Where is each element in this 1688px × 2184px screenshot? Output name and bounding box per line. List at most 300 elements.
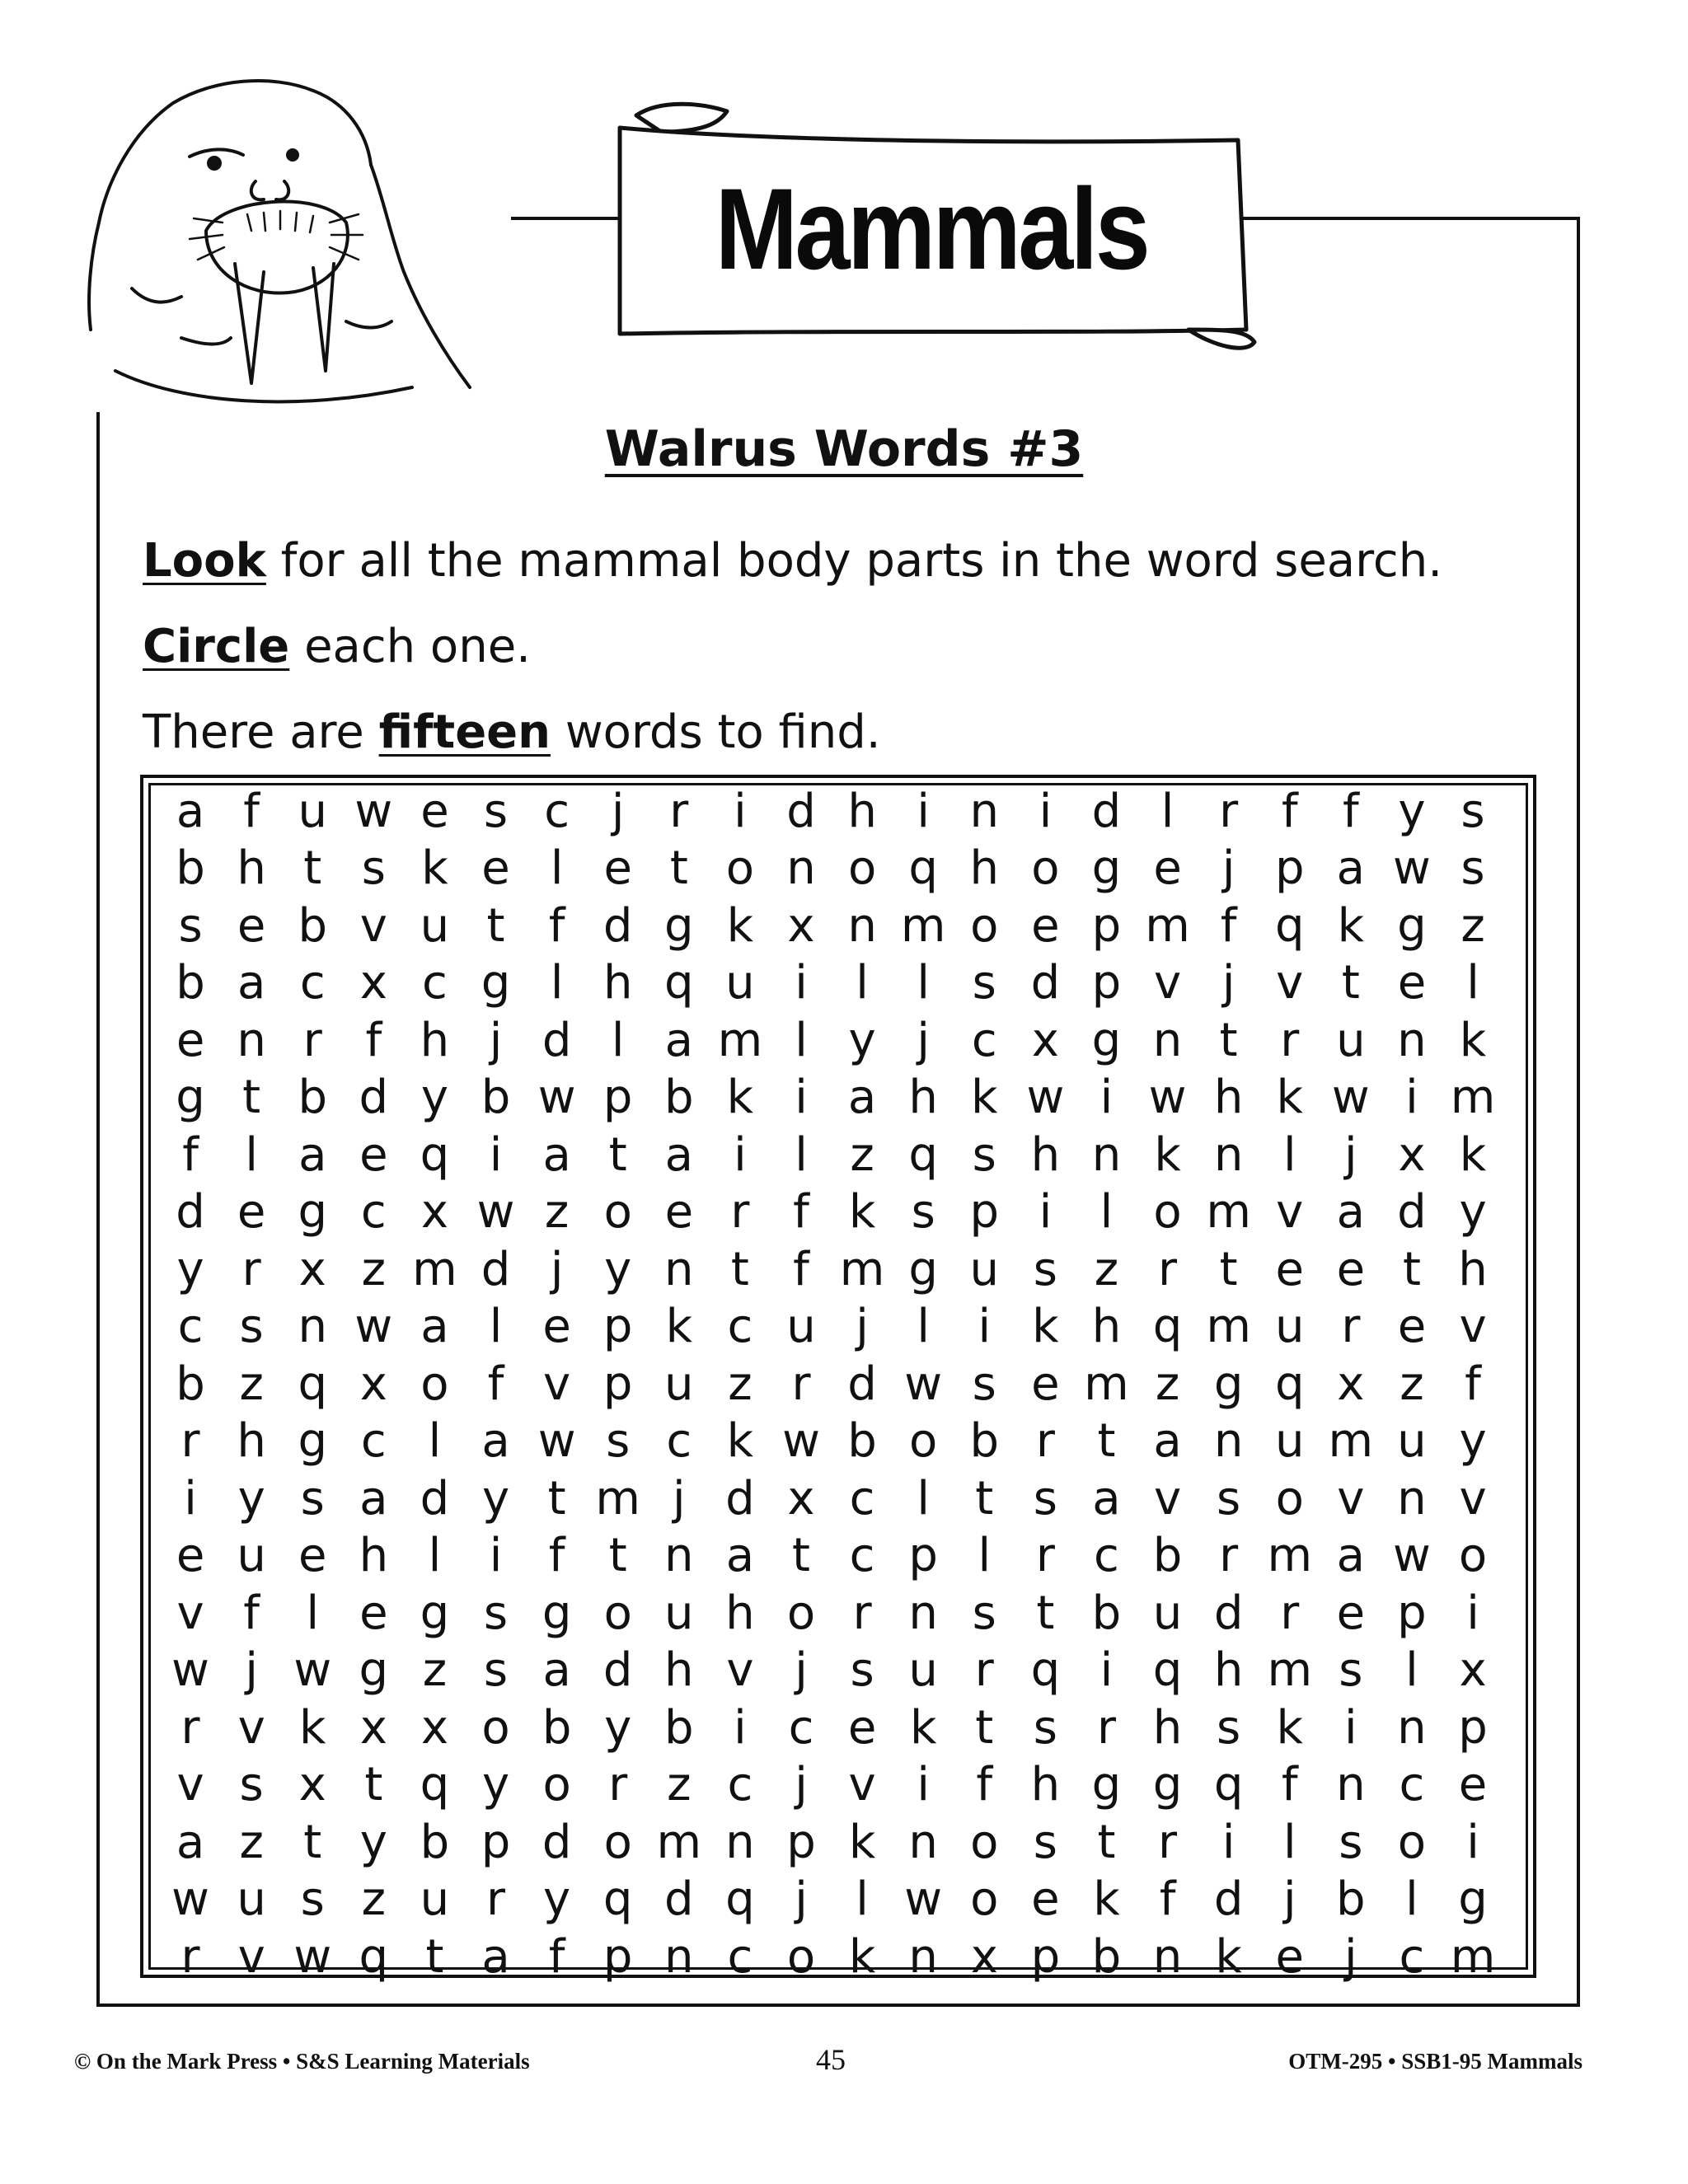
grid-letter[interactable]: o <box>1275 1471 1304 1526</box>
grid-letter[interactable]: c <box>299 956 326 1010</box>
grid-letter[interactable]: z <box>1155 1357 1180 1411</box>
grid-letter[interactable]: s <box>239 1300 264 1354</box>
grid-letter[interactable]: f <box>243 784 260 838</box>
grid-letter[interactable]: r <box>730 1185 750 1240</box>
grid-letter[interactable]: d <box>359 1071 389 1125</box>
grid-letter[interactable]: b <box>176 841 205 896</box>
grid-letter[interactable]: s <box>972 1127 996 1182</box>
grid-letter[interactable]: n <box>1336 1758 1366 1812</box>
grid-letter[interactable]: r <box>1219 1529 1239 1583</box>
grid-letter[interactable]: e <box>237 1185 266 1240</box>
grid-letter[interactable]: r <box>608 1758 628 1812</box>
grid-letter[interactable]: a <box>664 1013 693 1067</box>
grid-letter[interactable]: i <box>795 1071 808 1125</box>
grid-letter[interactable]: k <box>726 1071 754 1125</box>
grid-letter[interactable]: l <box>917 1471 930 1526</box>
grid-letter[interactable]: k <box>1276 1071 1303 1125</box>
grid-letter[interactable]: y <box>176 1242 204 1296</box>
grid-letter[interactable]: w <box>782 1414 820 1469</box>
grid-letter[interactable]: k <box>1459 1013 1487 1067</box>
grid-letter[interactable]: n <box>664 1929 694 1984</box>
grid-letter[interactable]: h <box>420 1013 450 1067</box>
grid-letter[interactable]: b <box>664 1700 694 1755</box>
grid-letter[interactable]: o <box>847 841 877 896</box>
grid-letter[interactable]: w <box>904 1872 943 1927</box>
grid-letter[interactable]: u <box>1152 1586 1183 1640</box>
grid-letter[interactable]: z <box>422 1643 448 1698</box>
grid-letter[interactable]: f <box>487 1357 504 1411</box>
grid-letter[interactable]: r <box>1280 1013 1300 1067</box>
grid-letter[interactable]: q <box>603 1872 633 1927</box>
grid-letter[interactable]: l <box>917 956 930 1010</box>
grid-letter[interactable]: i <box>917 784 930 838</box>
grid-letter[interactable]: s <box>1033 1700 1057 1755</box>
grid-letter[interactable]: n <box>237 1013 266 1067</box>
grid-letter[interactable]: o <box>786 1929 816 1984</box>
grid-letter[interactable]: r <box>241 1242 261 1296</box>
grid-letter[interactable]: s <box>483 784 509 838</box>
grid-letter[interactable]: n <box>1091 1127 1122 1182</box>
grid-letter[interactable]: w <box>171 1872 209 1927</box>
grid-letter[interactable]: s <box>483 1643 509 1698</box>
grid-letter[interactable]: l <box>856 956 869 1010</box>
grid-letter[interactable]: f <box>548 898 565 953</box>
grid-letter[interactable]: o <box>603 1185 632 1240</box>
grid-letter[interactable]: e <box>176 1013 205 1067</box>
grid-letter[interactable]: h <box>664 1643 694 1698</box>
grid-letter[interactable]: t <box>1036 1586 1055 1640</box>
grid-letter[interactable]: t <box>608 1127 627 1182</box>
grid-letter[interactable]: u <box>237 1872 266 1927</box>
grid-letter[interactable]: k <box>1276 1700 1303 1755</box>
grid-letter[interactable]: e <box>1153 841 1182 896</box>
grid-letter[interactable]: p <box>969 1185 1000 1240</box>
grid-letter[interactable]: k <box>665 1300 693 1354</box>
grid-letter[interactable]: a <box>542 1643 571 1698</box>
grid-letter[interactable]: x <box>787 898 815 953</box>
grid-letter[interactable]: k <box>971 1071 998 1125</box>
grid-letter[interactable]: m <box>839 1242 885 1296</box>
grid-letter[interactable]: i <box>734 784 747 838</box>
grid-letter[interactable]: r <box>1096 1700 1116 1755</box>
grid-letter[interactable]: d <box>603 1643 633 1698</box>
grid-letter[interactable]: p <box>1458 1700 1488 1755</box>
grid-letter[interactable]: z <box>544 1185 570 1240</box>
grid-letter[interactable]: g <box>481 956 511 1010</box>
grid-letter[interactable]: j <box>489 1013 503 1067</box>
grid-letter[interactable]: o <box>970 1872 999 1927</box>
grid-letter[interactable]: b <box>1152 1529 1183 1583</box>
grid-letter[interactable]: s <box>1339 1815 1363 1869</box>
grid-letter[interactable]: o <box>1397 1815 1427 1869</box>
grid-letter[interactable]: i <box>1039 784 1053 838</box>
grid-letter[interactable]: r <box>1341 1300 1361 1354</box>
grid-letter[interactable]: c <box>849 1529 875 1583</box>
grid-letter[interactable]: g <box>1091 1013 1122 1067</box>
grid-letter[interactable]: l <box>1282 1127 1296 1182</box>
grid-letter[interactable]: v <box>237 1929 265 1984</box>
grid-letter[interactable]: j <box>1221 841 1236 896</box>
grid-letter[interactable]: v <box>1153 1471 1182 1526</box>
grid-letter[interactable]: e <box>1275 1242 1304 1296</box>
grid-letter[interactable]: u <box>420 898 450 953</box>
grid-letter[interactable]: a <box>542 1127 571 1182</box>
grid-letter[interactable]: o <box>481 1700 510 1755</box>
grid-letter[interactable]: j <box>917 1013 930 1067</box>
grid-letter[interactable]: e <box>176 1529 205 1583</box>
grid-letter[interactable]: h <box>237 1414 266 1469</box>
grid-letter[interactable]: k <box>726 898 754 953</box>
grid-letter[interactable]: d <box>176 1185 205 1240</box>
grid-letter[interactable]: q <box>908 841 938 896</box>
grid-letter[interactable]: o <box>542 1758 571 1812</box>
grid-letter[interactable]: f <box>182 1127 199 1182</box>
grid-letter[interactable]: l <box>1466 956 1479 1010</box>
grid-letter[interactable]: k <box>848 1185 876 1240</box>
grid-letter[interactable]: p <box>786 1815 816 1869</box>
grid-letter[interactable]: b <box>969 1414 1000 1469</box>
grid-letter[interactable]: r <box>486 1872 506 1927</box>
grid-letter[interactable]: l <box>1160 784 1175 838</box>
grid-letter[interactable]: w <box>1393 1529 1431 1583</box>
grid-letter[interactable]: m <box>1328 1414 1374 1469</box>
grid-letter[interactable]: i <box>917 1758 930 1812</box>
grid-letter[interactable]: q <box>1152 1300 1183 1354</box>
grid-letter[interactable]: u <box>969 1242 1000 1296</box>
grid-letter[interactable]: x <box>359 1357 387 1411</box>
grid-letter[interactable]: d <box>725 1471 755 1526</box>
grid-letter[interactable]: z <box>1094 1242 1119 1296</box>
grid-letter[interactable]: l <box>1282 1815 1296 1869</box>
grid-letter[interactable]: y <box>604 1242 632 1296</box>
grid-letter[interactable]: h <box>1213 1643 1244 1698</box>
grid-letter[interactable]: l <box>245 1127 258 1182</box>
grid-letter[interactable]: y <box>604 1700 632 1755</box>
grid-letter[interactable]: o <box>1031 841 1060 896</box>
grid-letter[interactable]: j <box>1221 956 1236 1010</box>
grid-letter[interactable]: q <box>359 1929 389 1984</box>
grid-letter[interactable]: j <box>1282 1872 1296 1927</box>
grid-letter[interactable]: v <box>176 1586 204 1640</box>
grid-letter[interactable]: f <box>1220 898 1237 953</box>
grid-letter[interactable]: i <box>489 1127 503 1182</box>
grid-letter[interactable]: e <box>1031 898 1060 953</box>
grid-letter[interactable]: t <box>1402 1242 1421 1296</box>
grid-letter[interactable]: i <box>1466 1586 1479 1640</box>
grid-letter[interactable]: t <box>1341 956 1360 1010</box>
grid-letter[interactable]: l <box>856 1872 869 1927</box>
grid-letter[interactable]: s <box>178 898 203 953</box>
grid-letter[interactable]: r <box>1280 1586 1300 1640</box>
grid-letter[interactable]: c <box>727 1758 753 1812</box>
grid-letter[interactable]: o <box>725 841 755 896</box>
grid-letter[interactable]: x <box>359 956 387 1010</box>
grid-letter[interactable]: b <box>176 956 205 1010</box>
grid-letter[interactable]: r <box>852 1586 872 1640</box>
grid-letter[interactable]: k <box>1215 1929 1242 1984</box>
grid-letter[interactable]: u <box>298 784 327 838</box>
grid-letter[interactable]: j <box>245 1643 258 1698</box>
grid-letter[interactable]: t <box>730 1242 749 1296</box>
grid-letter[interactable]: j <box>1344 1929 1357 1984</box>
grid-letter[interactable]: s <box>1033 1242 1057 1296</box>
grid-letter[interactable]: v <box>359 898 387 953</box>
grid-letter[interactable]: b <box>1336 1872 1366 1927</box>
grid-letter[interactable]: l <box>428 1414 442 1469</box>
grid-letter[interactable]: h <box>237 841 266 896</box>
grid-letter[interactable]: c <box>666 1414 692 1469</box>
grid-letter[interactable]: o <box>970 1815 999 1869</box>
grid-letter[interactable]: o <box>1153 1185 1182 1240</box>
grid-letter[interactable]: i <box>1100 1643 1114 1698</box>
grid-letter[interactable]: t <box>364 1758 383 1812</box>
grid-letter[interactable]: m <box>412 1242 457 1296</box>
grid-letter[interactable]: v <box>1276 1185 1304 1240</box>
grid-letter[interactable]: g <box>542 1586 572 1640</box>
grid-letter[interactable]: s <box>1339 1643 1363 1698</box>
grid-letter[interactable]: l <box>550 956 564 1010</box>
grid-letter[interactable]: b <box>481 1071 511 1125</box>
grid-letter[interactable]: e <box>1458 1758 1488 1812</box>
grid-letter[interactable]: d <box>420 1471 450 1526</box>
grid-letter[interactable]: r <box>1158 1242 1178 1296</box>
grid-letter[interactable]: n <box>908 1929 938 1984</box>
grid-letter[interactable]: v <box>176 1758 204 1812</box>
grid-letter[interactable]: n <box>664 1242 694 1296</box>
grid-letter[interactable]: v <box>543 1357 571 1411</box>
grid-letter[interactable]: i <box>1344 1700 1357 1755</box>
grid-letter[interactable]: n <box>786 841 816 896</box>
grid-letter[interactable]: s <box>1217 1471 1241 1526</box>
grid-letter[interactable]: g <box>1091 1758 1122 1812</box>
grid-letter[interactable]: b <box>176 1357 205 1411</box>
grid-letter[interactable]: e <box>1336 1586 1366 1640</box>
grid-letter[interactable]: b <box>542 1700 572 1755</box>
grid-letter[interactable]: b <box>420 1815 450 1869</box>
grid-letter[interactable]: w <box>1026 1071 1065 1125</box>
grid-letter[interactable]: f <box>548 1929 565 1984</box>
grid-letter[interactable]: e <box>664 1185 694 1240</box>
grid-letter[interactable]: z <box>239 1357 264 1411</box>
grid-letter[interactable]: g <box>298 1414 327 1469</box>
grid-letter[interactable]: w <box>293 1643 332 1698</box>
grid-letter[interactable]: c <box>544 784 570 838</box>
grid-letter[interactable]: w <box>476 1185 515 1240</box>
grid-letter[interactable]: d <box>481 1242 511 1296</box>
grid-letter[interactable]: m <box>656 1815 702 1869</box>
grid-letter[interactable]: c <box>360 1185 387 1240</box>
grid-letter[interactable]: e <box>847 1700 877 1755</box>
grid-letter[interactable]: w <box>354 1300 393 1354</box>
grid-letter[interactable]: a <box>1336 1529 1365 1583</box>
grid-letter[interactable]: m <box>1267 1529 1313 1583</box>
grid-letter[interactable]: z <box>361 1872 387 1927</box>
grid-letter[interactable]: v <box>237 1700 265 1755</box>
grid-letter[interactable]: c <box>727 1300 753 1354</box>
grid-letter[interactable]: u <box>908 1643 938 1698</box>
grid-letter[interactable]: k <box>299 1700 326 1755</box>
grid-letter[interactable]: i <box>734 1127 747 1182</box>
grid-letter[interactable]: w <box>293 1929 332 1984</box>
grid-letter[interactable]: o <box>909 1414 938 1469</box>
grid-letter[interactable]: i <box>795 956 808 1010</box>
grid-letter[interactable]: j <box>550 1242 564 1296</box>
grid-letter[interactable]: h <box>603 956 633 1010</box>
grid-letter[interactable]: l <box>917 1300 930 1354</box>
grid-letter[interactable]: f <box>1281 1758 1298 1812</box>
grid-letter[interactable]: b <box>298 898 327 953</box>
grid-letter[interactable]: h <box>908 1071 938 1125</box>
grid-letter[interactable]: y <box>359 1815 387 1869</box>
grid-letter[interactable]: h <box>969 841 1000 896</box>
grid-letter[interactable]: i <box>734 1700 747 1755</box>
grid-letter[interactable]: m <box>1145 898 1190 953</box>
grid-letter[interactable]: z <box>728 1357 753 1411</box>
grid-letter[interactable]: t <box>975 1471 994 1526</box>
grid-letter[interactable]: n <box>908 1586 938 1640</box>
grid-letter[interactable]: e <box>481 841 510 896</box>
grid-letter[interactable]: h <box>1091 1300 1122 1354</box>
grid-letter[interactable]: a <box>1336 841 1365 896</box>
grid-letter[interactable]: w <box>1331 1071 1370 1125</box>
grid-letter[interactable]: f <box>1159 1872 1176 1927</box>
grid-letter[interactable]: t <box>792 1529 810 1583</box>
grid-letter[interactable]: x <box>420 1700 448 1755</box>
grid-letter[interactable]: f <box>793 1242 809 1296</box>
grid-letter[interactable]: u <box>664 1586 694 1640</box>
grid-letter[interactable]: r <box>302 1013 322 1067</box>
grid-letter[interactable]: n <box>1397 1013 1427 1067</box>
grid-letter[interactable]: g <box>1213 1357 1244 1411</box>
grid-letter[interactable]: i <box>1466 1815 1479 1869</box>
grid-letter[interactable]: p <box>603 1929 633 1984</box>
grid-letter[interactable]: n <box>725 1815 755 1869</box>
grid-letter[interactable]: k <box>1459 1127 1487 1182</box>
grid-letter[interactable]: c <box>727 1929 753 1984</box>
grid-letter[interactable]: l <box>611 1013 625 1067</box>
grid-letter[interactable]: n <box>908 1815 938 1869</box>
grid-letter[interactable]: u <box>1336 1013 1366 1067</box>
grid-letter[interactable]: z <box>361 1242 387 1296</box>
grid-letter[interactable]: o <box>603 1586 632 1640</box>
grid-letter[interactable]: l <box>1100 1185 1114 1240</box>
grid-letter[interactable]: y <box>1459 1414 1487 1469</box>
grid-letter[interactable]: u <box>1397 1414 1427 1469</box>
grid-letter[interactable]: t <box>975 1700 994 1755</box>
grid-letter[interactable]: x <box>298 1758 326 1812</box>
grid-letter[interactable]: c <box>788 1700 814 1755</box>
grid-letter[interactable]: i <box>489 1529 503 1583</box>
grid-letter[interactable]: p <box>1274 841 1305 896</box>
grid-letter[interactable]: x <box>970 1929 998 1984</box>
grid-letter[interactable]: u <box>237 1529 266 1583</box>
grid-letter[interactable]: h <box>1458 1242 1488 1296</box>
grid-letter[interactable]: l <box>1405 1872 1418 1927</box>
grid-letter[interactable]: c <box>971 1013 997 1067</box>
grid-letter[interactable]: n <box>969 784 1000 838</box>
grid-letter[interactable]: m <box>595 1471 640 1526</box>
grid-letter[interactable]: d <box>664 1872 694 1927</box>
grid-letter[interactable]: s <box>483 1586 509 1640</box>
grid-letter[interactable]: q <box>1213 1758 1244 1812</box>
grid-letter[interactable]: k <box>726 1414 754 1469</box>
grid-letter[interactable]: p <box>603 1357 633 1411</box>
grid-letter[interactable]: k <box>1032 1300 1059 1354</box>
grid-letter[interactable]: s <box>239 1758 264 1812</box>
grid-letter[interactable]: j <box>795 1643 808 1698</box>
grid-letter[interactable]: c <box>422 956 448 1010</box>
grid-letter[interactable]: a <box>725 1529 755 1583</box>
grid-letter[interactable]: m <box>1450 1929 1496 1984</box>
grid-letter[interactable]: j <box>673 1471 686 1526</box>
grid-letter[interactable]: e <box>298 1529 327 1583</box>
grid-letter[interactable]: w <box>1148 1071 1187 1125</box>
grid-letter[interactable]: c <box>1094 1529 1119 1583</box>
grid-letter[interactable]: o <box>1458 1529 1488 1583</box>
grid-letter[interactable]: j <box>1344 1127 1357 1182</box>
grid-letter[interactable]: t <box>425 1929 444 1984</box>
grid-letter[interactable]: o <box>603 1815 632 1869</box>
grid-letter[interactable]: e <box>237 898 266 953</box>
grid-letter[interactable]: s <box>300 1872 325 1927</box>
grid-letter[interactable]: d <box>847 1357 877 1411</box>
grid-letter[interactable]: a <box>1153 1414 1182 1469</box>
grid-letter[interactable]: t <box>608 1529 627 1583</box>
grid-letter[interactable]: d <box>1213 1586 1244 1640</box>
grid-letter[interactable]: s <box>361 841 386 896</box>
grid-letter[interactable]: l <box>489 1300 503 1354</box>
grid-letter[interactable]: t <box>669 841 688 896</box>
grid-letter[interactable]: h <box>847 784 877 838</box>
grid-letter[interactable]: s <box>300 1471 325 1526</box>
grid-letter[interactable]: c <box>849 1471 875 1526</box>
grid-letter[interactable]: l <box>306 1586 320 1640</box>
grid-letter[interactable]: n <box>1152 1013 1183 1067</box>
grid-letter[interactable]: i <box>1221 1815 1236 1869</box>
grid-letter[interactable]: a <box>420 1300 449 1354</box>
grid-letter[interactable]: l <box>428 1529 442 1583</box>
grid-letter[interactable]: b <box>1091 1929 1122 1984</box>
grid-letter[interactable]: s <box>1217 1700 1241 1755</box>
grid-letter[interactable]: a <box>298 1127 327 1182</box>
grid-letter[interactable]: x <box>1031 1013 1059 1067</box>
grid-letter[interactable]: d <box>542 1815 572 1869</box>
grid-letter[interactable]: v <box>726 1643 754 1698</box>
grid-letter[interactable]: b <box>847 1414 877 1469</box>
grid-letter[interactable]: a <box>847 1071 877 1125</box>
grid-letter[interactable]: f <box>1281 784 1298 838</box>
grid-letter[interactable]: v <box>1337 1471 1365 1526</box>
grid-letter[interactable]: y <box>543 1872 571 1927</box>
grid-letter[interactable]: u <box>664 1357 694 1411</box>
grid-letter[interactable]: w <box>904 1357 943 1411</box>
grid-letter[interactable]: r <box>1035 1529 1055 1583</box>
grid-letter[interactable]: i <box>1039 1185 1053 1240</box>
grid-letter[interactable]: v <box>1459 1300 1487 1354</box>
grid-letter[interactable]: l <box>795 1127 808 1182</box>
grid-letter[interactable]: u <box>786 1300 816 1354</box>
grid-letter[interactable]: g <box>1091 841 1122 896</box>
grid-letter[interactable]: n <box>847 898 877 953</box>
grid-letter[interactable]: p <box>603 1300 633 1354</box>
grid-letter[interactable]: r <box>669 784 689 838</box>
grid-letter[interactable]: s <box>1033 1815 1057 1869</box>
grid-letter[interactable]: n <box>1213 1414 1244 1469</box>
grid-letter[interactable]: m <box>1450 1071 1496 1125</box>
grid-letter[interactable]: l <box>1405 1643 1418 1698</box>
grid-letter[interactable]: k <box>421 841 448 896</box>
grid-letter[interactable]: l <box>978 1529 992 1583</box>
